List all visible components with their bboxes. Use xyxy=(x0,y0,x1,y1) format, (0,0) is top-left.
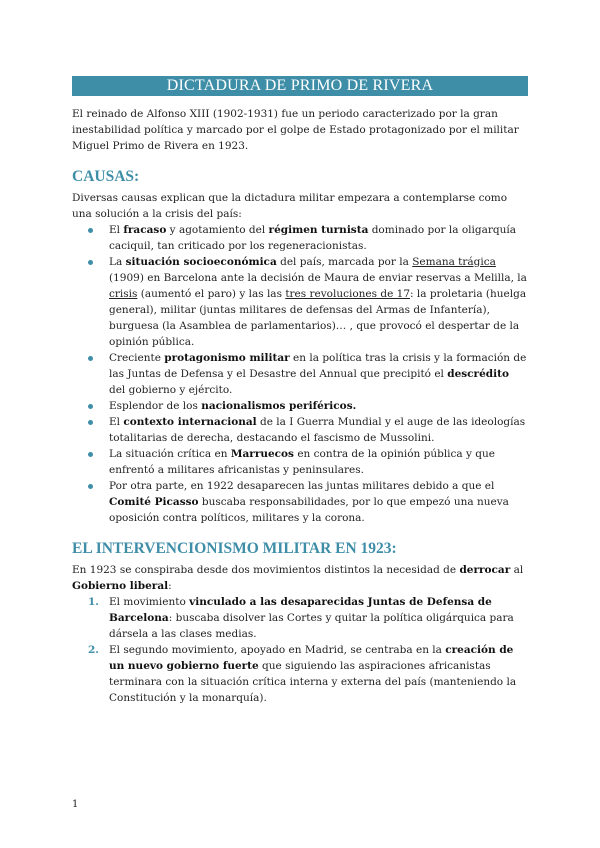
intervencionismo-list xyxy=(72,594,528,706)
causas-list xyxy=(72,222,528,526)
list-item: 2. El segundo movimiento, apoyado en Madrid, se centraba en la creación de un nuevo gobierno fuerte que siguiendo las aspiraciones africanistas terminara con la situación crítica interna y externa del país (manteniendo la Constitución y la monarquía). xyxy=(88,644,517,704)
list-number: 1. xyxy=(88,596,99,608)
intervencionismo-lead: En 1923 se conspiraba desde dos movimientos distintos la necesidad de derrocar al Gobierno liberal: xyxy=(72,564,524,592)
bullet-icon xyxy=(88,420,93,425)
bullet-icon xyxy=(88,452,93,457)
page-title: DICTADURA DE PRIMO DE RIVERA xyxy=(72,76,528,96)
causas-lead: Diversas causas explican que la dictadura militar empezara a contemplarse como una solución a la crisis del país: xyxy=(72,192,508,220)
page-number: 1 xyxy=(72,799,79,810)
bullet-icon xyxy=(88,484,93,489)
bullet-icon xyxy=(88,260,93,265)
list-item: La situación socioeconómica del país, marcada por la Semana trágica (1909) en Barcelona ante la decisión de Maura de enviar reservas a Melilla, la crisis (aumentó el paro) y las las tres revoluciones de 17: la proletaria (huelga general), militar (juntas militares de defensas del Armas de Infantería), burguesa (la Asamblea de parlamentarios)… , que provocó el despertar de la opinión pública. xyxy=(72,254,528,350)
bullet-icon xyxy=(88,356,93,361)
list-item: La situación crítica en Marruecos en contra de la opinión pública y que enfrentó a militares africanistas y peninsulares. xyxy=(72,446,528,478)
list-item: 1. El movimiento vinculado a las desaparecidas Juntas de Defensa de Barcelona: buscaba disolver las Cortes y quitar la política oligárquica para dársela a las clases medias. xyxy=(88,596,514,640)
intro-paragraph: El reinado de Alfonso XIII (1902-1931) fue un periodo caracterizado por la gran inestabilidad política y marcado por el golpe de Estado protagonizado por el militar Miguel Primo de Rivera en 1923. xyxy=(72,108,519,152)
list-item: Por otra parte, en 1922 desaparecen las juntas militares debido a que el Comité Picasso buscaba responsabilidades, por lo que empezó una nueva oposición contra políticos, militares y la corona. xyxy=(72,478,528,526)
list-item: Esplendor de los nacionalismos periféricos. xyxy=(72,398,528,414)
bullet-icon xyxy=(88,404,93,409)
list-item: El contexto internacional de la I Guerra Mundial y el auge de las ideologías totalitarias de derecha, destacando el fascismo de Mussolini. xyxy=(72,414,528,446)
causas-heading: CAUSAS: xyxy=(72,168,140,185)
list-item: El fracaso y agotamiento del régimen turnista dominado por la oligarquía caciquil, tan criticado por los regeneracionistas. xyxy=(72,222,528,254)
list-number: 2. xyxy=(88,644,99,656)
intervencionismo-heading: EL INTERVENCIONISMO MILITAR EN 1923: xyxy=(72,540,397,557)
bullet-icon xyxy=(88,228,93,233)
document-page xyxy=(72,76,528,706)
list-item: Creciente protagonismo militar en la política tras la crisis y la formación de las Juntas de Defensa y el Desastre del Annual que precipitó el descrédito del gobierno y ejército. xyxy=(72,350,528,398)
